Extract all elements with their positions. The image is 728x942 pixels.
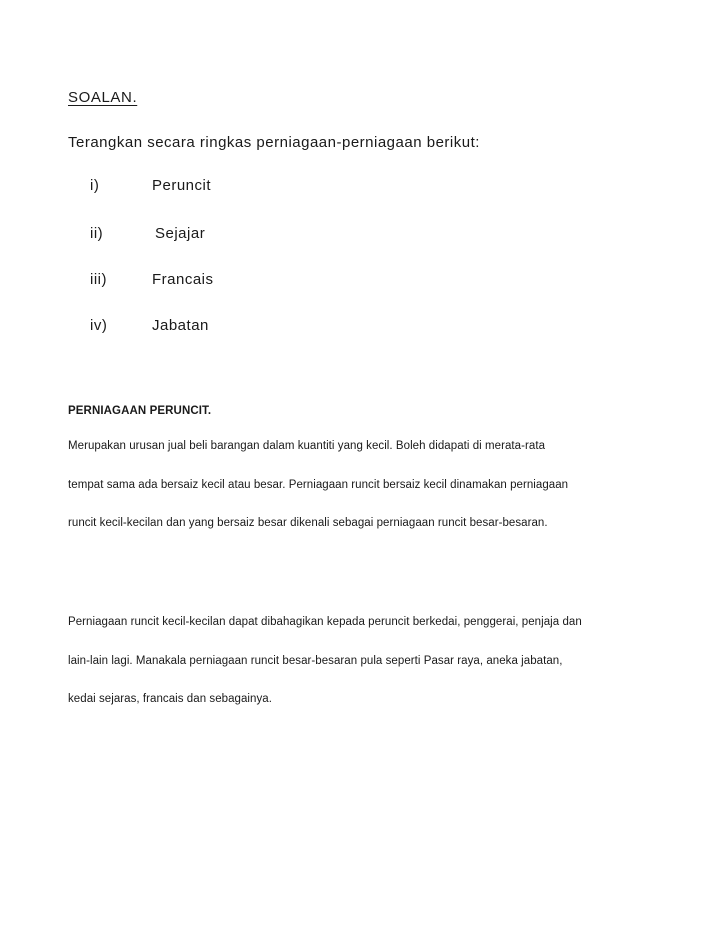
section-title-peruncit: PERNIAGAAN PERUNCIT. bbox=[68, 405, 212, 417]
question-text: Terangkan secara ringkas perniagaan-perniagaan berikut: bbox=[68, 134, 480, 151]
list-item-number: iv) bbox=[90, 317, 108, 334]
paragraph2-line: Perniagaan runcit kecil-kecilan dapat dibahagikan kepada peruncit berkedai, penggerai, penjaja dan bbox=[68, 616, 582, 628]
paragraph1-line: Merupakan urusan jual beli barangan dalam kuantiti yang kecil. Boleh didapati di merata-rata bbox=[68, 440, 546, 452]
paragraph2-line: lain-lain lagi. Manakala perniagaan runcit besar-besaran pula seperti Pasar raya, aneka jabatan, bbox=[68, 655, 563, 667]
list-item-number: ii) bbox=[90, 225, 104, 242]
paragraph1-line: tempat sama ada bersaiz kecil atau besar. Perniagaan runcit bersaiz kecil dinamakan perniagaan bbox=[68, 479, 569, 491]
paragraph2-line: kedai sejaras, francais dan sebagainya. bbox=[68, 693, 272, 705]
heading-soalan: SOALAN. bbox=[68, 89, 138, 106]
paragraph1-line: runcit kecil-kecilan dan yang bersaiz besar dikenali sebagai perniagaan runcit besar-besaran. bbox=[68, 517, 548, 529]
list-item-number: i) bbox=[90, 177, 100, 194]
list-item-number: iii) bbox=[90, 271, 107, 288]
list-item-text: Peruncit bbox=[152, 177, 212, 194]
list-item-text: Francais bbox=[152, 271, 214, 288]
list-item-text: Jabatan bbox=[152, 317, 209, 334]
list-item-text: Sejajar bbox=[155, 225, 206, 242]
